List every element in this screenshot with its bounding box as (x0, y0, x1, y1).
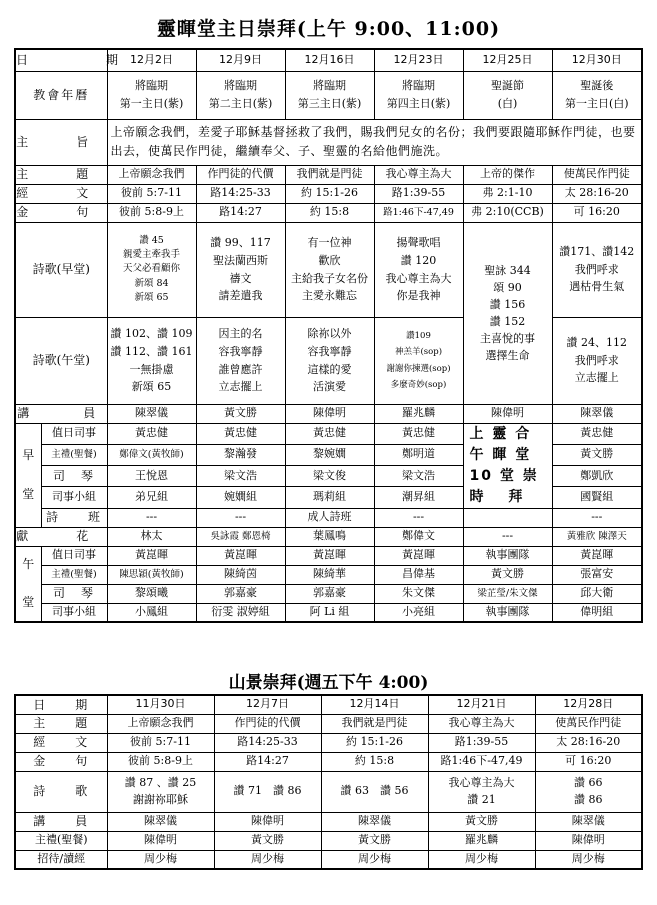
duty-cell: 周少梅 (321, 850, 428, 869)
friday-verse-row (15, 752, 642, 771)
duty-cell: 陳偉明 (535, 831, 642, 850)
motto-row (15, 119, 642, 165)
speaker-cell: 陳翠儀 (552, 404, 642, 423)
duty-cell: 梁芷瑩/朱文傑 (463, 584, 552, 603)
motto-text: 上帝願念我們，差愛子耶穌基督拯救了我們，賜我們兒女的名份；我們要跟隨耶穌作門徒，也要出去，使萬民作門徒，繼續奉父、子、聖靈的名給他們施洗。 (107, 119, 642, 165)
duty-cell: 小亮組 (374, 603, 463, 622)
speaker-cell: 黃文勝 (196, 404, 285, 423)
duty-cell: 潮昇組 (374, 487, 463, 508)
scripture-cell: 約 15:1-26 (321, 733, 428, 752)
duty-cell: 朱文傑 (374, 584, 463, 603)
song-cell: 讚 24、112 我們呼求 立志擺上 (552, 317, 642, 404)
duty-cell: --- (196, 508, 285, 527)
page-title: 靈暉堂主日崇拜(上午 9:00、11:00) (156, 18, 501, 40)
date-cell: 12月7日 (214, 695, 321, 714)
section-title: 山景崇拜(週五下午 4:00) (228, 673, 429, 693)
theme-cell: 我們就是門徒 (285, 165, 374, 184)
calendar-cell: 聖誕節 (白) (463, 71, 552, 119)
duty-cell: 郭嘉豪 (196, 584, 285, 603)
speaker-cell: 陳翠儀 (321, 812, 428, 831)
song-cell: 因主的名 容我寧靜 誰曾應許 立志擺上 (196, 317, 285, 404)
noon-group-label: 午 堂 (15, 546, 41, 622)
row-label: 招待/讀經 (15, 850, 107, 869)
duty-cell: 黃忠健 (552, 423, 642, 444)
morning-group-label: 早 堂 (15, 423, 41, 527)
verse-cell: 路1:46下-47,49 (428, 752, 535, 771)
duty-cell: 小鳳組 (107, 603, 196, 622)
calendar-cell: 將臨期 第二主日(紫) (196, 71, 285, 119)
speaker-cell: 陳翠儀 (535, 812, 642, 831)
row-label: 主禮(聖餐) (41, 565, 107, 584)
duty-cell: 梁文浩 (196, 466, 285, 487)
scripture-row (15, 184, 642, 203)
flower-cell: --- (463, 527, 552, 546)
duty-cell: 成人詩班 (285, 508, 374, 527)
duty-cell: 黃崑暉 (285, 546, 374, 565)
row-label: 司事小組 (41, 487, 107, 508)
date-cell: 12月30日 (552, 49, 642, 71)
duty-cell: 鄭偉文(黃牧師) (107, 444, 196, 465)
song-cell: 揚聲歌唱 讚 120 我心尊主為大 你是我神 (374, 222, 463, 317)
row-label: 主 旨 (15, 119, 107, 165)
theme-row (15, 165, 642, 184)
verse-cell: 路14:27 (214, 752, 321, 771)
duty-cell: 黃文勝 (321, 831, 428, 850)
noon-presider-row (15, 565, 642, 584)
song-cell: 除祢以外 容我寧靜 這樣的愛 活演愛 (285, 317, 374, 404)
speaker-row (15, 404, 642, 423)
row-label: 詩歌(午堂) (15, 317, 107, 404)
row-label: 值日司事 (41, 546, 107, 565)
duty-cell: --- (552, 508, 642, 527)
duty-cell: 黃忠健 (285, 423, 374, 444)
scripture-cell: 太 28:16-20 (535, 733, 642, 752)
verse-cell: 彼前 5:8-9上 (107, 752, 214, 771)
theme-cell: 上帝的傑作 (463, 165, 552, 184)
calendar-cell: 將臨期 第四主日(紫) (374, 71, 463, 119)
date-row (15, 49, 642, 71)
flower-row (15, 527, 642, 546)
verse-row (15, 203, 642, 222)
song-cell: 讚109 神羔羊(sop) 謝謝你揀選(sop) 多麼奇妙(sop) (374, 317, 463, 404)
morning-choir-row (15, 508, 642, 527)
theme-cell: 上帝願念我們 (107, 165, 196, 184)
date-cell: 12月23日 (374, 49, 463, 71)
speaker-cell: 黃文勝 (428, 812, 535, 831)
flower-cell: 葉鳳鳴 (285, 527, 374, 546)
row-label: 主禮(聖餐) (41, 444, 107, 465)
song-cell: 讚 71 讚 86 (214, 771, 321, 812)
duty-cell: 黃崑暉 (196, 546, 285, 565)
duty-cell: 陳偉明 (107, 831, 214, 850)
duty-cell: 瑪莉組 (285, 487, 374, 508)
date-cell: 12月25日 (463, 49, 552, 71)
row-label: 主 題 (15, 165, 107, 184)
calendar-cell: 將臨期 第三主日(紫) (285, 71, 374, 119)
friday-date-row (15, 695, 642, 714)
duty-cell: 黃文勝 (214, 831, 321, 850)
theme-cell: 作門徒的代價 (196, 165, 285, 184)
date-cell: 12月14日 (321, 695, 428, 714)
duty-cell: 陳思穎(黃牧師) (107, 565, 196, 584)
flower-cell: 鄭偉文 (374, 527, 463, 546)
verse-cell: 可 16:20 (535, 752, 642, 771)
row-label: 金 句 (15, 752, 107, 771)
row-label: 值日司事 (41, 423, 107, 444)
row-label: 主禮(聖餐) (15, 831, 107, 850)
calendar-cell: 聖誕後 第一主日(白) (552, 71, 642, 119)
duty-cell: 黎瀚發 (196, 444, 285, 465)
date-cell: 12月28日 (535, 695, 642, 714)
christmas-songs-cell: 聖詠 344 頌 90 讚 156 讚 152 主喜悅的事 選擇生命 (463, 222, 552, 404)
duty-cell: 周少梅 (535, 850, 642, 869)
duty-cell: 黎頌曦 (107, 584, 196, 603)
date-cell: 12月16日 (285, 49, 374, 71)
row-label: 詩歌(早堂) (15, 222, 107, 317)
song-cell: 有一位神 歡欣 主給我子女名份 主愛永難忘 (285, 222, 374, 317)
theme-cell: 我心尊主為大 (428, 714, 535, 733)
flower-cell: 黃雅欣 陳澤天 (552, 527, 642, 546)
date-cell: 12月21日 (428, 695, 535, 714)
duty-cell: 郭嘉豪 (285, 584, 374, 603)
song-cell: 讚 99、117 聖法蘭西斯 禱文 請差遣我 (196, 222, 285, 317)
duty-cell: 黃忠健 (107, 423, 196, 444)
speaker-cell: 陳翠儀 (107, 812, 214, 831)
duty-cell: 黃忠健 (374, 423, 463, 444)
row-label: 詩 班 (41, 508, 107, 527)
duty-cell: 婉嫺組 (196, 487, 285, 508)
scripture-cell: 路1:39-55 (374, 184, 463, 203)
song-cell: 讚 102、讚 109 讚 112、讚 161 一無掛慮 新頌 65 (107, 317, 196, 404)
duty-cell: 黃崑暉 (374, 546, 463, 565)
duty-cell: 周少梅 (107, 850, 214, 869)
duty-cell: 昌偉基 (374, 565, 463, 584)
morning-duty-row (15, 423, 642, 444)
scripture-cell: 彼前 5:7-11 (107, 733, 214, 752)
row-label: 經 文 (15, 733, 107, 752)
noon-duty-row (15, 546, 642, 565)
duty-cell: 執事團隊 (463, 603, 552, 622)
row-label: 司 琴 (41, 584, 107, 603)
row-label: 經 文 (15, 184, 107, 203)
row-label: 主 題 (15, 714, 107, 733)
song-cell: 讚 63 讚 56 (321, 771, 428, 812)
scripture-cell: 彼前 5:7-11 (107, 184, 196, 203)
duty-cell: 黎婉嫺 (285, 444, 374, 465)
date-cell: 11月30日 (107, 695, 214, 714)
duty-cell: 黃崑暉 (552, 546, 642, 565)
speaker-cell: 陳偉明 (463, 404, 552, 423)
row-label: 日 期 (15, 49, 107, 71)
row-label: 講 員 (15, 404, 107, 423)
calendar-cell: 將臨期 第一主日(紫) (107, 71, 196, 119)
duty-cell: 陳綺茵 (196, 565, 285, 584)
duty-cell: 弟兄組 (107, 487, 196, 508)
verse-cell: 路1:46下-47,49 (374, 203, 463, 222)
theme-cell: 使萬民作門徒 (535, 714, 642, 733)
scripture-cell: 路14:25-33 (196, 184, 285, 203)
row-label: 司 琴 (41, 466, 107, 487)
noon-usher-row (15, 603, 642, 622)
song-cell: 我心尊主為大 讚 21 (428, 771, 535, 812)
duty-cell: 陳綺華 (285, 565, 374, 584)
noon-pianist-row (15, 584, 642, 603)
friday-presider-row (15, 831, 642, 850)
friday-scripture-row (15, 733, 642, 752)
verse-cell: 彼前 5:8-9上 (107, 203, 196, 222)
duty-cell: 黃忠健 (196, 423, 285, 444)
row-label: 詩 歌 (15, 771, 107, 812)
row-label: 講 員 (15, 812, 107, 831)
row-label: 司事小組 (41, 603, 107, 622)
duty-cell: 黃文勝 (552, 444, 642, 465)
speaker-cell: 羅兆麟 (374, 404, 463, 423)
date-cell: 12月9日 (196, 49, 285, 71)
duty-cell: 鄭凱欣 (552, 466, 642, 487)
scripture-cell: 太 28:16-20 (552, 184, 642, 203)
song-cell: 讚 45 親愛主牽我手 天父必看顧你 新頌 84 新頌 65 (107, 222, 196, 317)
duty-cell: 梁文浩 (374, 466, 463, 487)
scripture-cell: 路14:25-33 (214, 733, 321, 752)
duty-cell: 周少梅 (214, 850, 321, 869)
song-cell: 讚 87 、讚 25 謝謝祢耶穌 (107, 771, 214, 812)
duty-cell: 梁文俊 (285, 466, 374, 487)
verse-cell: 約 15:8 (285, 203, 374, 222)
verse-cell: 約 15:8 (321, 752, 428, 771)
speaker-cell: 陳偉明 (285, 404, 374, 423)
friday-speaker-row (15, 812, 642, 831)
friday-songs-row (15, 771, 642, 812)
friday-worship-table (14, 694, 643, 870)
theme-cell: 使萬民作門徒 (552, 165, 642, 184)
verse-cell: 路14:27 (196, 203, 285, 222)
theme-cell: 我們就是門徒 (321, 714, 428, 733)
duty-cell: 王悅恩 (107, 466, 196, 487)
joint-service-note: 上 靈 合 午 暉 堂 10 堂 崇 時 拜 (463, 423, 552, 508)
duty-cell: --- (374, 508, 463, 527)
date-cell: 12月2日 (107, 49, 196, 71)
row-label: 日 期 (15, 695, 107, 714)
flower-cell: 林太 (107, 527, 196, 546)
duty-cell: --- (107, 508, 196, 527)
scripture-cell: 路1:39-55 (428, 733, 535, 752)
duty-cell: 周少梅 (428, 850, 535, 869)
scripture-cell: 弗 2:1-10 (463, 184, 552, 203)
row-label: 獻 花 (15, 527, 107, 546)
flower-cell: 吳詠霞 鄭恩椅 (196, 527, 285, 546)
duty-cell (463, 508, 552, 527)
duty-cell: 張富安 (552, 565, 642, 584)
duty-cell: 黃文勝 (463, 565, 552, 584)
duty-cell: 阿 Li 組 (285, 603, 374, 622)
sunday-worship-table (14, 48, 643, 623)
friday-theme-row (15, 714, 642, 733)
duty-cell: 邱大衛 (552, 584, 642, 603)
duty-cell: 衍雯 淑婷組 (196, 603, 285, 622)
duty-cell: 執事團隊 (463, 546, 552, 565)
theme-cell: 我心尊主為大 (374, 165, 463, 184)
row-label: 教會年曆 (15, 71, 107, 119)
verse-cell: 弗 2:10(CCB) (463, 203, 552, 222)
calendar-row (15, 71, 642, 119)
duty-cell: 鄭明道 (374, 444, 463, 465)
song-cell: 讚171、讚142 我們呼求 遇枯骨生氣 (552, 222, 642, 317)
friday-usher-row (15, 850, 642, 869)
theme-cell: 作門徒的代價 (214, 714, 321, 733)
scripture-cell: 約 15:1-26 (285, 184, 374, 203)
duty-cell: 國賢組 (552, 487, 642, 508)
verse-cell: 可 16:20 (552, 203, 642, 222)
song-cell: 讚 66 讚 86 (535, 771, 642, 812)
duty-cell: 羅兆麟 (428, 831, 535, 850)
row-label: 金 句 (15, 203, 107, 222)
theme-cell: 上帝願念我們 (107, 714, 214, 733)
speaker-cell: 陳翠儀 (107, 404, 196, 423)
speaker-cell: 陳偉明 (214, 812, 321, 831)
duty-cell: 偉明組 (552, 603, 642, 622)
am-songs-row (15, 222, 642, 317)
duty-cell: 黃崑暉 (107, 546, 196, 565)
